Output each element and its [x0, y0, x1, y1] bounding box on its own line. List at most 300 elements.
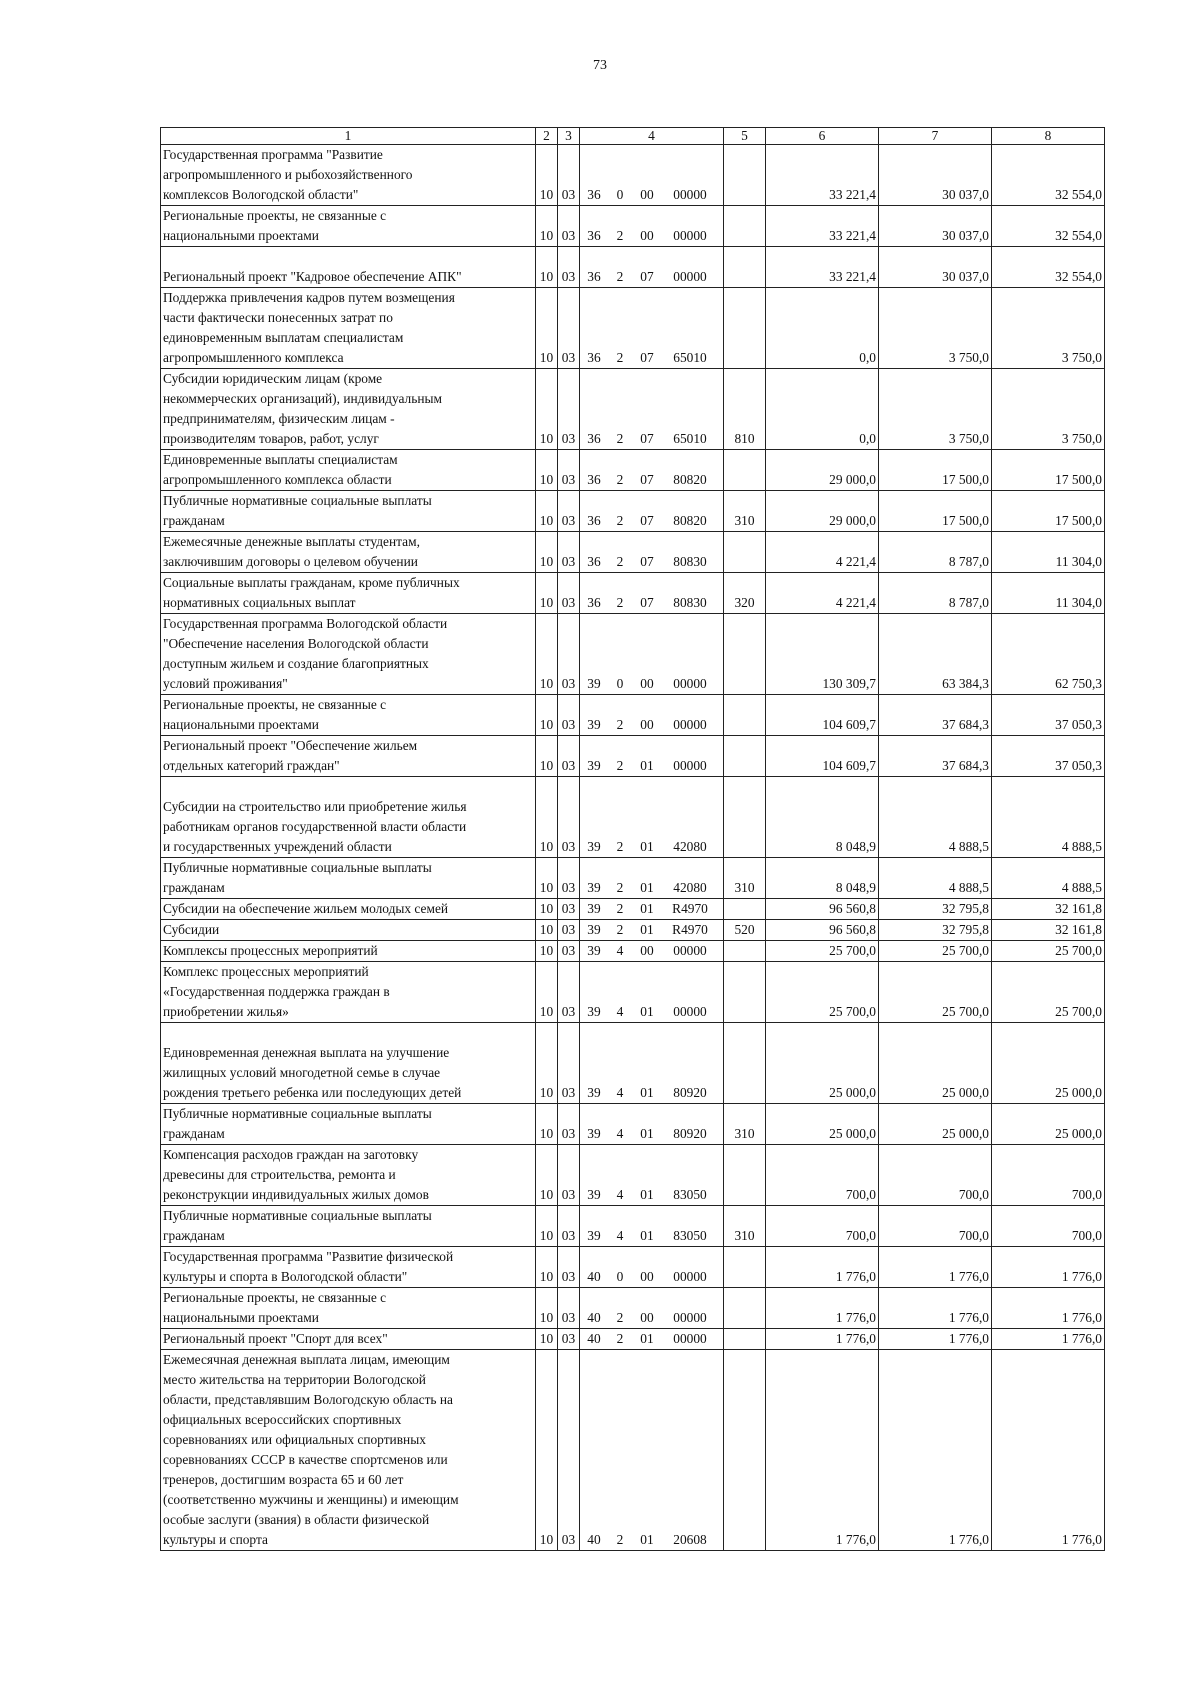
expense-type-code	[724, 1288, 766, 1329]
row-name: Государственная программа "Развитие агропромышленного и рыбохозяйственного комплексов Вологодской области"	[161, 145, 536, 206]
row-name: Публичные нормативные социальные выплаты гражданам	[161, 491, 536, 532]
code-part: 2	[616, 922, 624, 937]
code-part: 00	[640, 228, 654, 243]
code-part: 00000	[673, 943, 707, 958]
code-part: 80820	[673, 472, 707, 487]
code-part: 00000	[673, 1004, 707, 1019]
amount-col6: 4 221,4	[766, 532, 879, 573]
code-part: 36	[587, 554, 601, 569]
code-part: 2	[616, 350, 624, 365]
expense-type-code	[724, 736, 766, 777]
row-name: Социальные выплаты гражданам, кроме публичных нормативных социальных выплат	[161, 573, 536, 614]
subsection-code: 03	[558, 920, 580, 941]
target-article-code-parts	[580, 837, 723, 857]
header-cell: 5	[724, 128, 766, 145]
row-name: Единовременные выплаты специалистам агропромышленного комплекса области	[161, 450, 536, 491]
target-article-code	[580, 941, 724, 962]
row-name: Субсидии юридическим лицам (кроме некоммерческих организаций), индивидуальным предпринимателям, физическим лицам - производителям товаров, работ, услуг	[161, 369, 536, 450]
amount-col7: 37 684,3	[879, 695, 992, 736]
subsection-code: 03	[558, 1104, 580, 1145]
target-article-code-parts	[580, 1124, 723, 1144]
amount-col8: 11 304,0	[992, 573, 1105, 614]
section-code: 10	[536, 920, 558, 941]
target-article-code-parts	[580, 1185, 723, 1205]
amount-col8: 1 776,0	[992, 1247, 1105, 1288]
section-code: 10	[536, 858, 558, 899]
amount-col8: 1 776,0	[992, 1329, 1105, 1350]
code-part: 2	[616, 901, 624, 916]
code-part: 07	[640, 350, 654, 365]
table-row	[161, 247, 1105, 288]
code-part: 2	[616, 554, 624, 569]
target-article-code	[580, 369, 724, 450]
amount-col8: 32 161,8	[992, 899, 1105, 920]
row-name: Региональный проект "Спорт для всех"	[161, 1329, 536, 1350]
table-row	[161, 450, 1105, 491]
code-part: 2	[616, 431, 624, 446]
subsection-code: 03	[558, 695, 580, 736]
code-part: 01	[640, 1004, 654, 1019]
expense-type-code: 310	[724, 858, 766, 899]
target-article-code	[580, 1023, 724, 1104]
code-part: 01	[640, 1126, 654, 1141]
section-code: 10	[536, 532, 558, 573]
row-name: Субсидии на строительство или приобретение жилья работникам органов государственной власти области и государственных учреждений области	[161, 777, 536, 858]
expense-type-code	[724, 206, 766, 247]
amount-col6: 33 221,4	[766, 145, 879, 206]
amount-col7: 25 000,0	[879, 1104, 992, 1145]
expense-type-code	[724, 695, 766, 736]
target-article-code	[580, 1247, 724, 1288]
code-part: 39	[587, 758, 601, 773]
subsection-code: 03	[558, 1329, 580, 1350]
subsection-code: 03	[558, 1247, 580, 1288]
amount-col8: 3 750,0	[992, 288, 1105, 369]
section-code: 10	[536, 1329, 558, 1350]
table-row	[161, 1350, 1105, 1551]
code-part: 00000	[673, 1269, 707, 1284]
header-row	[161, 128, 1105, 145]
code-part: 01	[640, 758, 654, 773]
code-part: 40	[587, 1532, 601, 1547]
amount-col6: 700,0	[766, 1206, 879, 1247]
section-code: 10	[536, 1145, 558, 1206]
section-code: 10	[536, 695, 558, 736]
code-part: 2	[616, 269, 624, 284]
subsection-code: 03	[558, 247, 580, 288]
section-code: 10	[536, 369, 558, 450]
section-code: 10	[536, 736, 558, 777]
amount-col8: 1 776,0	[992, 1288, 1105, 1329]
code-part: 39	[587, 717, 601, 732]
target-article-code	[580, 695, 724, 736]
subsection-code: 03	[558, 962, 580, 1023]
expense-type-code	[724, 941, 766, 962]
amount-col7: 4 888,5	[879, 777, 992, 858]
header-cell: 7	[879, 128, 992, 145]
section-code: 10	[536, 1288, 558, 1329]
row-name: Региональные проекты, не связанные с национальными проектами	[161, 1288, 536, 1329]
table-row	[161, 1104, 1105, 1145]
code-part: 39	[587, 1004, 601, 1019]
amount-col6: 33 221,4	[766, 206, 879, 247]
code-part: 20608	[673, 1532, 707, 1547]
target-article-code	[580, 1350, 724, 1551]
amount-col7: 17 500,0	[879, 450, 992, 491]
section-code: 10	[536, 941, 558, 962]
table-row	[161, 1247, 1105, 1288]
amount-col7: 1 776,0	[879, 1329, 992, 1350]
section-code: 10	[536, 145, 558, 206]
amount-col7: 25 700,0	[879, 962, 992, 1023]
table-row	[161, 288, 1105, 369]
subsection-code: 03	[558, 573, 580, 614]
target-article-code	[580, 532, 724, 573]
table-row	[161, 858, 1105, 899]
amount-col6: 8 048,9	[766, 777, 879, 858]
amount-col8: 32 554,0	[992, 206, 1105, 247]
subsection-code: 03	[558, 1350, 580, 1551]
table-row	[161, 962, 1105, 1023]
target-article-code	[580, 247, 724, 288]
target-article-code	[580, 206, 724, 247]
amount-col7: 25 000,0	[879, 1023, 992, 1104]
amount-col6: 25 700,0	[766, 941, 879, 962]
code-part: 2	[616, 513, 624, 528]
code-part: 01	[640, 1085, 654, 1100]
code-part: 36	[587, 187, 601, 202]
target-article-code-parts	[580, 593, 723, 613]
code-part: 0	[616, 187, 624, 202]
code-part: 65010	[673, 431, 707, 446]
code-part: 4	[616, 1004, 624, 1019]
row-name: Субсидии на обеспечение жильем молодых семей	[161, 899, 536, 920]
amount-col8: 25 700,0	[992, 962, 1105, 1023]
table-row	[161, 532, 1105, 573]
target-article-code	[580, 1145, 724, 1206]
table-row	[161, 777, 1105, 858]
amount-col8: 11 304,0	[992, 532, 1105, 573]
expense-type-code	[724, 288, 766, 369]
amount-col8: 32 554,0	[992, 247, 1105, 288]
code-part: 00000	[673, 1331, 707, 1346]
target-article-code	[580, 962, 724, 1023]
amount-col7: 1 776,0	[879, 1247, 992, 1288]
row-name: Государственная программа "Развитие физической культуры и спорта в Вологодской области"	[161, 1247, 536, 1288]
code-part: 00000	[673, 228, 707, 243]
code-part: 40	[587, 1269, 601, 1284]
code-part: 01	[640, 922, 654, 937]
code-part: 83050	[673, 1228, 707, 1243]
expense-type-code: 310	[724, 491, 766, 532]
code-part: 39	[587, 1228, 601, 1243]
target-article-code	[580, 899, 724, 920]
code-part: 80830	[673, 595, 707, 610]
target-article-code-parts	[580, 429, 723, 449]
amount-col7: 1 776,0	[879, 1288, 992, 1329]
subsection-code: 03	[558, 1206, 580, 1247]
amount-col7: 25 700,0	[879, 941, 992, 962]
code-part: 00000	[673, 187, 707, 202]
target-article-code-parts	[580, 899, 723, 919]
row-name: Субсидии	[161, 920, 536, 941]
code-part: 2	[616, 1331, 624, 1346]
section-code: 10	[536, 962, 558, 1023]
table-row	[161, 899, 1105, 920]
code-part: 39	[587, 901, 601, 916]
code-part: 83050	[673, 1187, 707, 1202]
expense-type-code: 520	[724, 920, 766, 941]
target-article-code-parts	[580, 878, 723, 898]
amount-col8: 4 888,5	[992, 858, 1105, 899]
amount-col7: 37 684,3	[879, 736, 992, 777]
code-part: 40	[587, 1310, 601, 1325]
section-code: 10	[536, 899, 558, 920]
table-row	[161, 145, 1105, 206]
table-row	[161, 369, 1105, 450]
code-part: 4	[616, 1085, 624, 1100]
target-article-code-parts	[580, 470, 723, 490]
subsection-code: 03	[558, 858, 580, 899]
amount-col8: 37 050,3	[992, 695, 1105, 736]
code-part: 36	[587, 350, 601, 365]
amount-col7: 63 384,3	[879, 614, 992, 695]
code-part: 0	[616, 1269, 624, 1284]
subsection-code: 03	[558, 777, 580, 858]
code-part: R4970	[672, 901, 708, 916]
subsection-code: 03	[558, 206, 580, 247]
code-part: 36	[587, 431, 601, 446]
code-part: 42080	[673, 839, 707, 854]
amount-col7: 30 037,0	[879, 145, 992, 206]
target-article-code	[580, 1206, 724, 1247]
section-code: 10	[536, 450, 558, 491]
target-article-code-parts	[580, 1083, 723, 1103]
code-part: 01	[640, 1228, 654, 1243]
target-article-code	[580, 491, 724, 532]
amount-col7: 3 750,0	[879, 288, 992, 369]
amount-col7: 8 787,0	[879, 573, 992, 614]
amount-col8: 3 750,0	[992, 369, 1105, 450]
row-name: Поддержка привлечения кадров путем возмещения части фактически понесенных затрат по единовременным выплатам специалистам агропромышленного комплекса	[161, 288, 536, 369]
target-article-code-parts	[580, 226, 723, 246]
code-part: 42080	[673, 880, 707, 895]
code-part: 2	[616, 1310, 624, 1325]
target-article-code	[580, 736, 724, 777]
subsection-code: 03	[558, 736, 580, 777]
header-cell: 3	[558, 128, 580, 145]
expense-type-code: 310	[724, 1206, 766, 1247]
amount-col7: 30 037,0	[879, 247, 992, 288]
amount-col8: 700,0	[992, 1145, 1105, 1206]
code-part: 2	[616, 472, 624, 487]
code-part: 39	[587, 880, 601, 895]
code-part: 80820	[673, 513, 707, 528]
row-name: Региональные проекты, не связанные с национальными проектами	[161, 206, 536, 247]
row-name: Комплекс процессных мероприятий «Государственная поддержка граждан в приобретении жилья»	[161, 962, 536, 1023]
code-part: 4	[616, 943, 624, 958]
amount-col7: 1 776,0	[879, 1350, 992, 1551]
amount-col7: 17 500,0	[879, 491, 992, 532]
target-article-code	[580, 450, 724, 491]
code-part: 39	[587, 1126, 601, 1141]
header-cell: 2	[536, 128, 558, 145]
target-article-code-parts	[580, 1226, 723, 1246]
code-part: 4	[616, 1228, 624, 1243]
amount-col6: 700,0	[766, 1145, 879, 1206]
code-part: 0	[616, 676, 624, 691]
target-article-code-parts	[580, 1329, 723, 1349]
target-article-code-parts	[580, 674, 723, 694]
expense-type-code	[724, 962, 766, 1023]
amount-col6: 25 000,0	[766, 1023, 879, 1104]
amount-col7: 700,0	[879, 1206, 992, 1247]
amount-col6: 25 000,0	[766, 1104, 879, 1145]
code-part: 39	[587, 1187, 601, 1202]
amount-col6: 29 000,0	[766, 450, 879, 491]
expense-type-code	[724, 899, 766, 920]
code-part: 2	[616, 880, 624, 895]
target-article-code-parts	[580, 552, 723, 572]
row-name: Компенсация расходов граждан на заготовку древесины для строительства, ремонта и реконструкции индивидуальных жилых домов	[161, 1145, 536, 1206]
section-code: 10	[536, 1023, 558, 1104]
table-row	[161, 614, 1105, 695]
code-part: 2	[616, 717, 624, 732]
amount-col6: 1 776,0	[766, 1247, 879, 1288]
amount-col6: 96 560,8	[766, 920, 879, 941]
code-part: 00000	[673, 676, 707, 691]
amount-col8: 25 000,0	[992, 1023, 1105, 1104]
code-part: 07	[640, 431, 654, 446]
target-article-code	[580, 1329, 724, 1350]
code-part: 00	[640, 1269, 654, 1284]
table-row	[161, 1145, 1105, 1206]
amount-col7: 4 888,5	[879, 858, 992, 899]
table-row	[161, 573, 1105, 614]
section-code: 10	[536, 288, 558, 369]
amount-col8: 17 500,0	[992, 491, 1105, 532]
target-article-code	[580, 1288, 724, 1329]
row-name: Ежемесячные денежные выплаты студентам, заключившим договоры о целевом обучении	[161, 532, 536, 573]
amount-col8: 32 161,8	[992, 920, 1105, 941]
target-article-code-parts	[580, 1530, 723, 1550]
amount-col7: 30 037,0	[879, 206, 992, 247]
table-row	[161, 695, 1105, 736]
section-code: 10	[536, 777, 558, 858]
code-part: 07	[640, 513, 654, 528]
expense-type-code	[724, 532, 766, 573]
row-name: Региональный проект "Обеспечение жильем отдельных категорий граждан"	[161, 736, 536, 777]
target-article-code	[580, 858, 724, 899]
expense-type-code	[724, 1247, 766, 1288]
expense-type-code: 810	[724, 369, 766, 450]
row-name: Региональные проекты, не связанные с национальными проектами	[161, 695, 536, 736]
expense-type-code	[724, 1329, 766, 1350]
amount-col7: 8 787,0	[879, 532, 992, 573]
code-part: 00	[640, 717, 654, 732]
amount-col8: 37 050,3	[992, 736, 1105, 777]
code-part: 01	[640, 1331, 654, 1346]
expense-type-code	[724, 1145, 766, 1206]
section-code: 10	[536, 491, 558, 532]
target-article-code	[580, 920, 724, 941]
section-code: 10	[536, 1104, 558, 1145]
amount-col8: 25 000,0	[992, 1104, 1105, 1145]
table-row	[161, 1206, 1105, 1247]
code-part: 01	[640, 880, 654, 895]
expense-type-code	[724, 145, 766, 206]
expense-type-code	[724, 1023, 766, 1104]
table-row	[161, 1329, 1105, 1350]
code-part: 00000	[673, 758, 707, 773]
table-row	[161, 1023, 1105, 1104]
subsection-code: 03	[558, 1023, 580, 1104]
expense-type-code	[724, 1350, 766, 1551]
code-part: 4	[616, 1126, 624, 1141]
target-article-code-parts	[580, 920, 723, 940]
target-article-code-parts	[580, 1308, 723, 1328]
expense-type-code	[724, 450, 766, 491]
target-article-code	[580, 777, 724, 858]
code-part: 01	[640, 1532, 654, 1547]
row-name: Публичные нормативные социальные выплаты гражданам	[161, 1104, 536, 1145]
section-code: 10	[536, 1350, 558, 1551]
row-name: Публичные нормативные социальные выплаты гражданам	[161, 1206, 536, 1247]
subsection-code: 03	[558, 145, 580, 206]
expense-type-code	[724, 247, 766, 288]
budget-table	[160, 127, 1105, 1551]
target-article-code	[580, 145, 724, 206]
code-part: 01	[640, 1187, 654, 1202]
amount-col7: 700,0	[879, 1145, 992, 1206]
table-row	[161, 941, 1105, 962]
target-article-code-parts	[580, 511, 723, 531]
amount-col6: 1 776,0	[766, 1329, 879, 1350]
row-name: Региональный проект "Кадровое обеспечение АПК"	[161, 247, 536, 288]
target-article-code	[580, 288, 724, 369]
code-part: 01	[640, 901, 654, 916]
section-code: 10	[536, 1247, 558, 1288]
amount-col6: 104 609,7	[766, 736, 879, 777]
code-part: 39	[587, 922, 601, 937]
target-article-code-parts	[580, 348, 723, 368]
table-row	[161, 206, 1105, 247]
target-article-code	[580, 1104, 724, 1145]
code-part: 39	[587, 839, 601, 854]
code-part: 2	[616, 228, 624, 243]
amount-col6: 25 700,0	[766, 962, 879, 1023]
table-row	[161, 491, 1105, 532]
code-part: 2	[616, 1532, 624, 1547]
row-name: Единовременная денежная выплата на улучшение жилищных условий многодетной семье в случае рождения третьего ребенка или последующих детей	[161, 1023, 536, 1104]
header-cell: 1	[161, 128, 536, 145]
expense-type-code: 310	[724, 1104, 766, 1145]
code-part: 07	[640, 269, 654, 284]
code-part: 40	[587, 1331, 601, 1346]
code-part: 80920	[673, 1126, 707, 1141]
subsection-code: 03	[558, 491, 580, 532]
code-part: 00	[640, 1310, 654, 1325]
target-article-code-parts	[580, 185, 723, 205]
amount-col6: 29 000,0	[766, 491, 879, 532]
code-part: 36	[587, 513, 601, 528]
amount-col6: 0,0	[766, 369, 879, 450]
code-part: 01	[640, 839, 654, 854]
code-part: 07	[640, 472, 654, 487]
amount-col8: 32 554,0	[992, 145, 1105, 206]
expense-type-code	[724, 614, 766, 695]
amount-col8: 17 500,0	[992, 450, 1105, 491]
